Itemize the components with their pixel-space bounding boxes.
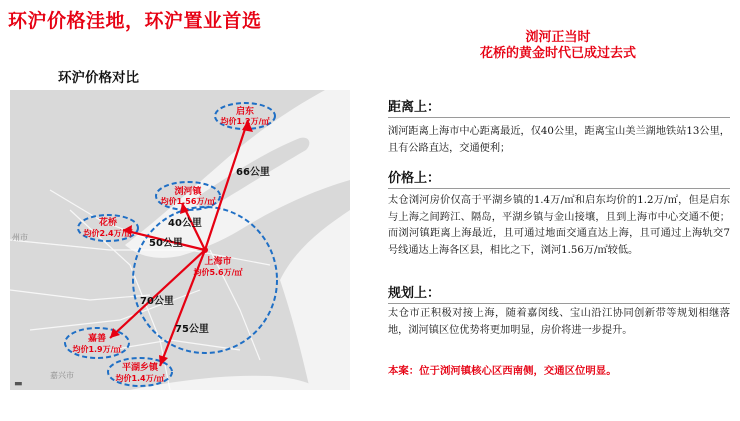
scale-bar: ▬	[14, 379, 23, 389]
project-note: 本案：位于浏河镇核心区西南侧，交通区位明显。	[388, 365, 617, 377]
section-heading-distance: 距离上：	[388, 100, 441, 115]
price-comparison-map	[10, 90, 350, 390]
map-label-jiaxing: 嘉兴市	[50, 371, 74, 380]
map-title: 环沪价格对比	[58, 70, 139, 86]
section-divider	[388, 188, 730, 189]
map-label-suzhou: 州市	[12, 233, 28, 242]
distance-label: 70公里	[140, 296, 174, 307]
place-name: 上海市	[204, 257, 232, 267]
right-title-line: 浏河正当时	[525, 30, 591, 45]
place-price: 均价1.2万/㎡	[220, 117, 270, 126]
place-name: 平湖乡镇	[121, 363, 159, 373]
place-name: 浏河镇	[174, 187, 202, 197]
distance-label: 40公里	[168, 218, 202, 229]
section-heading-price: 价格上：	[388, 171, 441, 186]
shanghai-origin-dot	[202, 247, 208, 253]
section-text-planning: 太仓市正积极对接上海，随着嘉闵线、宝山沿江协同创新带等规划相继落地，浏河镇区位优势将更加明显，房价将进一步提升。	[388, 308, 730, 336]
distance-label: 66公里	[236, 167, 270, 178]
section-divider	[388, 303, 730, 304]
distance-label: 50公里	[149, 238, 183, 249]
section-text-distance: 浏河距离上海市中心距离最近，仅40公里，距离宝山美兰湖地铁站13公里，且有公路直达，交通便利；	[388, 126, 730, 154]
place-price: 均价5.6万/㎡	[193, 268, 243, 277]
section-divider	[388, 117, 730, 118]
page-headline: 环沪价格洼地，环沪置业首选	[8, 10, 262, 32]
distance-label: 75公里	[175, 324, 209, 335]
place-price: 均价1.56万/㎡	[160, 197, 216, 206]
right-title	[388, 30, 728, 62]
right-title-line: 花桥的黄金时代已成过去式	[479, 46, 636, 61]
place-price: 均价2.4万/㎡	[83, 229, 133, 238]
place-price: 均价1.4万/㎡	[115, 374, 165, 383]
place-name: 嘉善	[87, 334, 107, 344]
section-heading-planning: 规划上：	[388, 286, 441, 301]
section-text-price: 太仓浏河房价仅高于平湖乡镇的1.4万/㎡和启东均价的1.2万/㎡，但是启东与上海之间跨江、隔岛，平湖乡镇与金山接壤，且到上海市中心交通不便；而浏河镇距离上海最近，且可通过地面交通直达上海，且可通过上海轨交7号线通达上海各区县，相比之下，浏河1.56万/㎡较低。	[388, 195, 730, 256]
place-price: 均价1.9万/㎡	[72, 345, 122, 354]
place-name: 启东	[235, 107, 255, 117]
place-name: 花桥	[98, 218, 118, 228]
